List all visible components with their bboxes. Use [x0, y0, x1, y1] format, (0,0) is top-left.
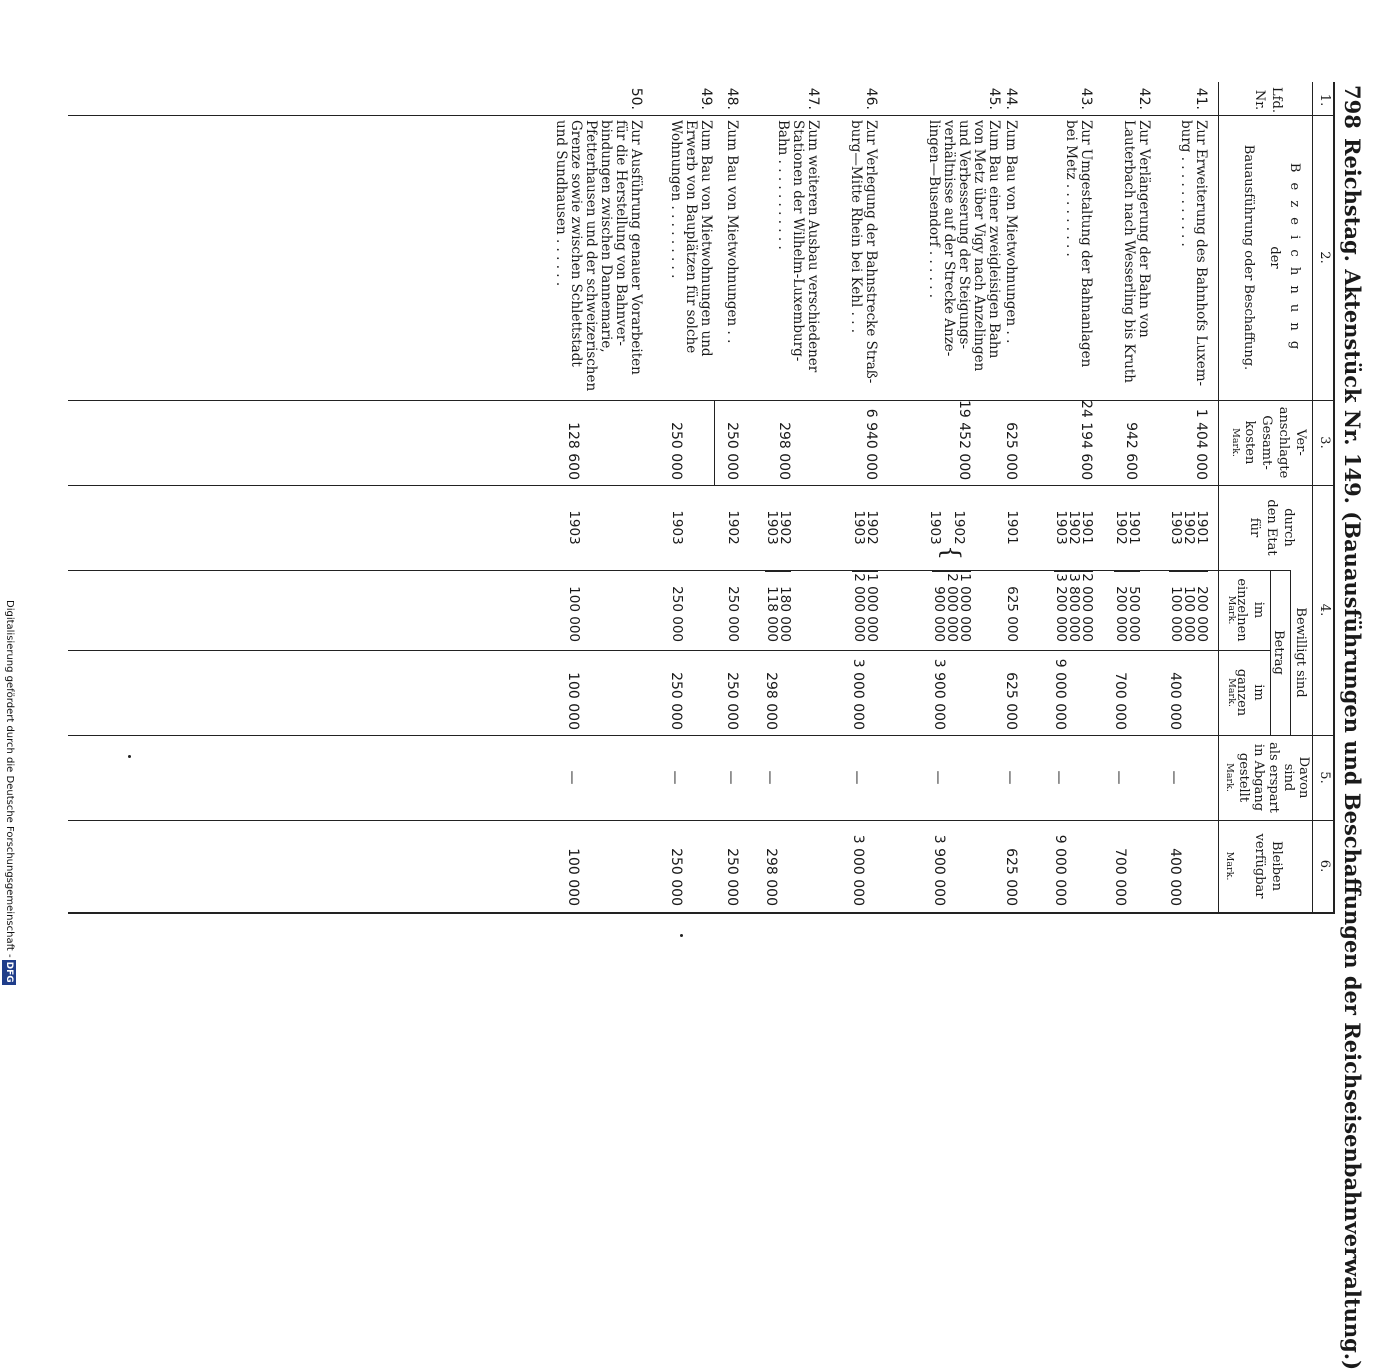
- row-46-einzeln: 1 000 000 2 000 000: [851, 573, 880, 642]
- row-42-kosten: 942 600: [1123, 422, 1139, 480]
- kosten-header: Ver- anschlagte Gesamt- kosten: [1242, 406, 1308, 479]
- bewilligt-header: Bewilligt sind: [1293, 607, 1308, 698]
- dfg-logo: DFG: [4, 961, 14, 983]
- row-43-erspart: —: [1051, 770, 1067, 785]
- row-44-jahre: 1901: [1004, 510, 1020, 545]
- etat-header: durch den Etat für: [1247, 499, 1296, 556]
- row-46-ganzen: 3 000 000: [850, 658, 866, 730]
- row-49-einzeln: 250 000: [669, 586, 685, 642]
- betrag-rule: [1270, 570, 1271, 735]
- ganzen-header: im ganzen: [1234, 668, 1266, 717]
- page-number: 798: [1340, 85, 1365, 129]
- colnum-6: 6.: [1317, 859, 1332, 873]
- bewilligt-rule: [1290, 570, 1291, 735]
- row-46-jahre: 1902 1903: [851, 510, 880, 545]
- erspart-header: Davon sind als erspart in Abgang gestellt: [1236, 742, 1311, 813]
- einzeln-header: im einzelnen: [1234, 578, 1266, 642]
- row-50-einzeln: 100 000: [566, 586, 582, 642]
- row-50-jahre: 1903: [566, 510, 582, 545]
- row-41-jahre: 1901 1902 1903: [1168, 510, 1210, 545]
- row-45-verfuegbar: 3 900 000: [931, 834, 947, 906]
- row-48-rule: [714, 400, 715, 485]
- row-48-jahre: 1902: [725, 510, 741, 545]
- verfuegbar-header: Bleiben verfügbar: [1252, 833, 1284, 899]
- vrule-3: [68, 485, 1333, 486]
- row-45-kosten: 19 452 000: [956, 400, 972, 481]
- scan-speck: [680, 934, 683, 937]
- row-41-ganzen: 400 000: [1167, 672, 1183, 730]
- row-48-kosten: 250 000: [724, 422, 740, 480]
- row-46-desc: Zur Verlegung der Bahnstrecke Straß- burg—Mitte Rhein bei Kehl . . .: [848, 120, 879, 384]
- row-47-verfuegbar: 298 000: [763, 848, 779, 906]
- row-44-verfuegbar: 625 000: [1003, 848, 1019, 906]
- betrag-header: Betrag: [1271, 630, 1286, 675]
- row-47-ganzen: 298 000: [763, 672, 779, 730]
- colnum-4: 4.: [1317, 603, 1332, 617]
- row-50-verfuegbar: 100 000: [565, 848, 581, 906]
- colnum-3: 3.: [1317, 436, 1332, 449]
- row-44-desc: Zum Bau von Mietwohnungen . .: [1003, 120, 1019, 344]
- row-43-nr: 43.: [1078, 87, 1094, 110]
- row-48-verfuegbar: 250 000: [724, 848, 740, 906]
- row-42-einzeln: 500 000 200 000: [1113, 586, 1142, 642]
- row-44-kosten: 625 000: [1003, 422, 1019, 480]
- row-41-bar: [1169, 570, 1208, 572]
- lfd-nr-header: Lfd. Nr.: [1252, 87, 1284, 113]
- vrule-right: [68, 912, 1333, 914]
- vrule-6: [68, 820, 1333, 821]
- row-46-nr: 46.: [863, 87, 879, 110]
- row-43-kosten: 24 194 600: [1078, 400, 1094, 481]
- row-45-ganzen: 3 900 000: [931, 658, 947, 730]
- row-49-erspart: —: [667, 770, 683, 785]
- scan-speck: [128, 755, 131, 758]
- row-47-erspart: —: [762, 770, 778, 785]
- row-45-desc: Zum Bau einer zweigleisigen Bahn von Metz über Vigy nach Anzelingen und Verbesserung der Steigungs- verhältnisse auf der Strecke Anze- lingen—Busendorf . . . . . .: [926, 120, 1002, 372]
- kosten-unit: Mark.: [1230, 428, 1241, 457]
- row-46-kosten: 6 940 000: [863, 408, 879, 480]
- row-49-jahre: 1903: [669, 510, 685, 545]
- row-41-verfuegbar: 400 000: [1167, 848, 1183, 906]
- row-44-nr: 44.: [1003, 87, 1019, 110]
- row-43-jahre: 1901 1902 1903: [1053, 510, 1095, 545]
- row-46-erspart: —: [849, 770, 865, 785]
- erspart-unit: Mark.: [1224, 763, 1235, 792]
- row-42-jahre: 1901 1902: [1113, 510, 1142, 545]
- row-41-nr: 41.: [1193, 87, 1209, 110]
- running-title: Reichstag. Aktenstück Nr. 149. (Bauausführungen und Beschaffungen der Reichseisenbahnverwaltung.): [1340, 138, 1365, 1370]
- row-42-erspart: —: [1111, 770, 1127, 785]
- row-43-verfuegbar: 9 000 000: [1052, 834, 1068, 906]
- row-50-kosten: 128 600: [565, 422, 581, 480]
- row-42-verfuegbar: 700 000: [1112, 848, 1128, 906]
- row-48-einzeln: 250 000: [725, 586, 741, 642]
- row-48-erspart: —: [723, 770, 739, 785]
- head-rule: [1333, 82, 1335, 914]
- row-50-ganzen: 100 000: [565, 672, 581, 730]
- row-49-kosten: 250 000: [668, 422, 684, 480]
- row-49-desc: Zum Bau von Mietwohnungen und Erwerb von Bauplätzen für solche Wohnungen . . . . . . . . .: [668, 120, 714, 357]
- row-50-nr: 50.: [628, 87, 644, 110]
- digitization-text: Digitalisierung gefördert durch die Deutsche Forschungsgemeinschaft -: [4, 600, 15, 958]
- bezeichnung-header: B e z e i c h n u n g: [1287, 162, 1302, 353]
- row-49-nr: 49.: [698, 87, 714, 110]
- colnum-5: 5.: [1317, 771, 1332, 784]
- row-41-desc: Zur Erweiterung des Bahnhofs Luxem- burg . . . . . . . . . . .: [1178, 120, 1209, 387]
- ganzen-unit: Mark.: [1226, 678, 1237, 707]
- row-41-erspart: —: [1166, 770, 1182, 785]
- row-42-bar: [1114, 570, 1140, 572]
- row-47-nr: 47.: [805, 87, 821, 110]
- row-43-desc: Zur Umgestaltung der Bahnanlagen bei Metz . . . . . . . . .: [1063, 120, 1094, 368]
- header-bottom-rule: [1218, 82, 1219, 914]
- row-42-desc: Zur Verlängerung der Bahn von Lauterbach nach Wesserling bis Kruth: [1121, 120, 1152, 383]
- row-45-einzeln: 1 000 000 2 000 000 900 000: [931, 573, 973, 642]
- colnum-2: 2.: [1317, 251, 1332, 264]
- row-43-bar: [1054, 570, 1093, 572]
- row-47-einzeln: 180 000 118 000: [764, 586, 793, 642]
- row-49-verfuegbar: 250 000: [668, 848, 684, 906]
- row-45-nr: 45.: [986, 87, 1002, 110]
- row-47-kosten: 298 000: [776, 422, 792, 480]
- row-44-ganzen: 625 000: [1003, 672, 1019, 730]
- row-45-erspart: —: [930, 770, 946, 785]
- row-43-einzeln: 2 000 000 3 800 000 3 200 000: [1053, 573, 1095, 642]
- colnum-1: 1.: [1317, 93, 1332, 107]
- row-47-bar: [765, 570, 791, 572]
- row-41-kosten: 1 404 000: [1193, 408, 1209, 480]
- row-50-erspart: —: [564, 770, 580, 785]
- einzeln-unit: Mark.: [1226, 595, 1237, 625]
- row-48-nr: 48.: [724, 87, 740, 110]
- row-46-bar: [852, 570, 878, 572]
- row-43-ganzen: 9 000 000: [1052, 658, 1068, 730]
- row-50-desc: Zur Ausführung genauer Vorarbeiten für die Herstellung von Bahnver- bindungen zwischen Dannemarie, Pfetterhausen und der schweizerischen Grenze sowie zwischen Schlettstadt und Sundhausen . . . . . .: [553, 120, 644, 392]
- row-46-verfuegbar: 3 000 000: [850, 834, 866, 906]
- row-42-nr: 42.: [1136, 87, 1152, 110]
- row-45-jahre: 1902 1903: [927, 510, 967, 545]
- row-44-erspart: —: [1002, 770, 1018, 785]
- row-47-jahre: 1902 1903: [764, 510, 793, 545]
- verfuegbar-unit: Mark.: [1224, 851, 1235, 881]
- bezeichnung-der: der: [1267, 246, 1282, 269]
- row-49-ganzen: 250 000: [668, 672, 684, 730]
- row-45-brace: {: [937, 545, 965, 561]
- row-48-desc: Zum Bau von Mietwohnungen . .: [724, 120, 740, 344]
- row-45-bar: [932, 570, 971, 572]
- row-48-ganzen: 250 000: [724, 672, 740, 730]
- vrule-5: [68, 735, 1333, 736]
- row-47-desc: Zum weiteren Ausbau verschiedener Stationen der Wilhelm-Luxemburg- Bahn . . . . . . . . . . .: [775, 120, 821, 373]
- digitization-note: [2, 600, 16, 996]
- row-42-ganzen: 700 000: [1112, 672, 1128, 730]
- row-41-einzeln: 200 000 100 000 100 000: [1168, 586, 1210, 642]
- vrule-1: [68, 115, 1333, 116]
- row-44-einzeln: 625 000: [1004, 586, 1020, 642]
- bezeichnung-sub: Bauausführung oder Beschaffung.: [1241, 144, 1256, 371]
- vrule-2: [68, 400, 1333, 401]
- colnum-rule: [1312, 82, 1313, 914]
